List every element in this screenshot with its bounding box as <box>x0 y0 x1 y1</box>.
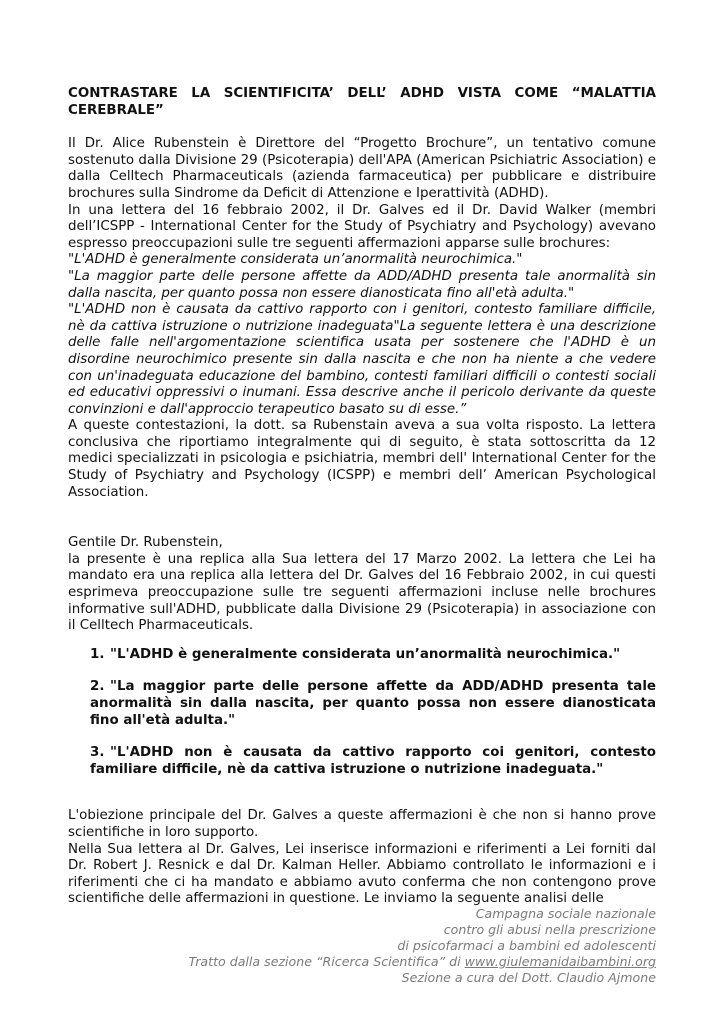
closing-paragraph: Nella Sua lettera al Dr. Galves, Lei inserisce informazioni e riferimenti a Lei forniti dal Dr. Robert J. Resnick e dal Dr. Kalman Heller. Abbiamo controllato le informazioni e i riferimenti che ci ha mandato e abbiamo avuto conferma che non contengono prove scientifiche delle affermazioni in questione. Le inviamo la seguente analisi delle <box>68 841 656 907</box>
footer-source-line <box>136 954 656 970</box>
intro-paragraph: In una lettera del 16 febbraio 2002, il Dr. Galves ed il Dr. David Walker (membri dell’ICSPP - International Center for the Study of Psychiatry and Psychology) avevano espresso preoccupazioni sulle tre seguenti affermazioni apparse sulle brochures: <box>68 202 656 251</box>
intro-paragraph: Il Dr. Alice Rubenstein è Direttore del “Progetto Brochure”, un tentativo comune sostenuto dalla Divisione 29 (Psicoterapia) dell'APA (American Psichiatric Association) e dalla Celltech Pharmaceuticals (azienda farmaceutica) per pubblicare e distribuire brochures sulla Sindrome da Deficit di Attenzione e Iperattività (ADHD). <box>68 136 656 201</box>
quote-line: "L'ADHD è generalmente considerata un’anormalità neurochimica." <box>68 252 523 268</box>
document-title: CONTRASTARE LA SCIENTIFICITA’ DELL’ ADHD VISTA COME “MALATTIA CEREBRALE” <box>68 86 656 118</box>
list-item <box>90 745 656 778</box>
quote-line: "La maggior parte delle persone affette da ADD/ADHD presenta tale anormalità sin dalla nascita, per quanto possa non essere dianosticata fino all'età adulta." <box>68 268 656 301</box>
list-item-text: "L'ADHD è generalmente considerata un’anormalità neurochimica." <box>110 646 621 662</box>
document-body <box>68 86 656 908</box>
page-footer <box>136 906 656 986</box>
quote-line: "L'ADHD non è causata da cattivo rapporto con i genitori, contesto familiare difficile, nè da cattiva istruzione o nutrizione inadeguata"La seguente lettera è una descrizione delle falle nell'argomentazione scientifica usata per sostenere che l'ADHD è un disordine neurochimico presente sin dalla nascita e che non ha niente a che vedere con un'inadeguata educazione del bambino, contesti familiari difficili o contesti sociali ed educativi oppressivi o inumani. Essa descrive anche il pericolo derivante da queste convinzioni e dall'approccio terapeutico basato su di esse.” <box>68 302 656 417</box>
footer-line: Campagna sociale nazionale <box>475 906 656 921</box>
list-number: 2. <box>90 679 105 695</box>
footer-line: Sezione a cura del Dott. Claudio Ajmone <box>401 970 656 985</box>
list-item <box>90 679 656 729</box>
after-quotes-paragraph: A queste contestazioni, la dott. sa Rubenstain aveva a sua volta risposto. La lettera conclusiva che riportiamo integralmente qui di seguito, è stata sottoscritta da 12 medici specializzati in psicologia e psichiatria, membri dell' International Center for the Study of Psychiatry and Psychology (ICSPP) e membri dell’ American Psychological Association. <box>68 418 656 500</box>
list-item-text: "La maggior parte delle persone affette da ADD/ADHD presenta tale anormalità sin dalla nascita, per quanto possa non essere dianosticata fino all'età adulta." <box>90 679 656 728</box>
footer-source-prefix: Tratto dalla sezione “Ricerca Scientifica” di <box>188 954 465 969</box>
footer-line: di psicofarmaci a bambini ed adolescenti <box>397 938 656 953</box>
footer-line: contro gli abusi nella prescrizione <box>443 922 656 937</box>
list-item <box>90 647 656 664</box>
numbered-list <box>68 647 656 779</box>
letter-intro: la presente è una replica alla Sua lettera del 17 Marzo 2002. La lettera che Lei ha mandato era una replica alla lettera del Dr. Galves del 16 Febbraio 2002, in cui questi esprimeva preoccupazione sulle tre seguenti affermazioni incluse nelle brochures informative sull'ADHD, pubblicate dalla Divisione 29 (Psicoterapia) in associazione con il Celltech Pharmaceuticals. <box>68 551 656 634</box>
footer-website-link[interactable]: www.giulemanidaibambini.org <box>464 954 656 969</box>
letter-salutation: Gentile Dr. Rubenstein, <box>68 535 223 551</box>
list-number: 1. <box>90 646 105 662</box>
closing-paragraph: L'obiezione principale del Dr. Galves a queste affermazioni è che non si hanno prove scientifiche in loro supporto. <box>68 808 656 840</box>
spacer <box>68 501 656 535</box>
list-item-text: "L'ADHD non è causata da cattivo rapporto coi genitori, contesto familiare difficile, nè da cattiva istruzione o nutrizione inadeguata." <box>90 745 656 777</box>
list-number: 3. <box>90 745 105 761</box>
spacer <box>68 794 656 808</box>
